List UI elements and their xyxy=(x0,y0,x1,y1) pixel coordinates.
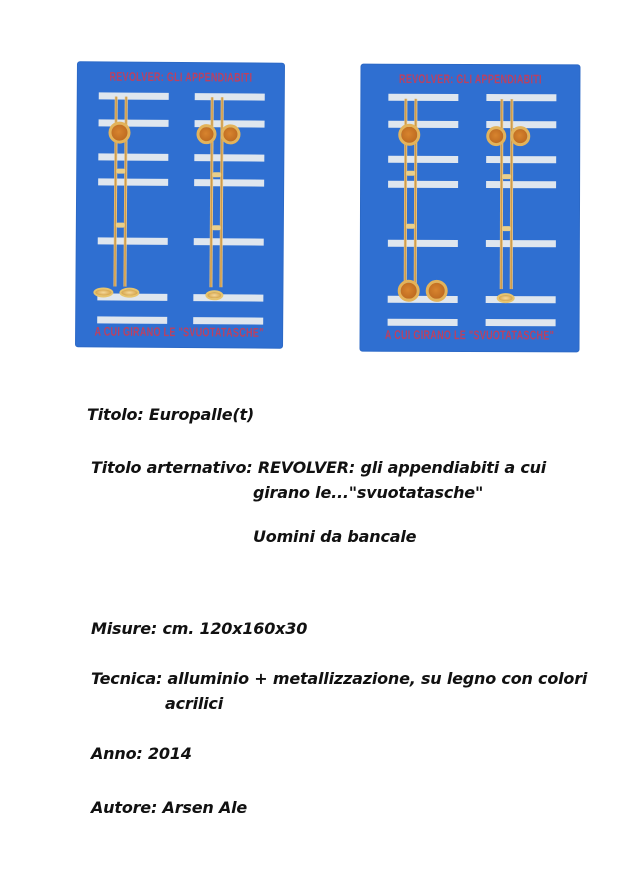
slat-gap xyxy=(388,240,458,247)
slat-gap xyxy=(193,294,263,301)
copper-cup xyxy=(398,280,420,302)
measures-row xyxy=(91,619,307,638)
alt-title-row xyxy=(91,458,546,477)
alt-title-line2: girano le..."svuotatasche" xyxy=(253,483,484,502)
slat-gap xyxy=(99,119,169,126)
measures-value: cm. 120x160x30 xyxy=(162,619,308,638)
slat-gap xyxy=(388,156,458,163)
alt-title-label: Titolo arternativo: xyxy=(91,458,253,477)
slat-gap xyxy=(486,240,556,247)
slat-gap xyxy=(194,238,264,245)
brass-ladle xyxy=(497,293,515,303)
slat-gap xyxy=(388,94,458,101)
slat-gap xyxy=(194,154,264,161)
slat-gap xyxy=(98,153,168,160)
brass-ladle xyxy=(119,288,139,298)
title-value: Europalle(t) xyxy=(148,405,255,424)
painted-top-label: REVOLVER: GLI APPENDIABITI xyxy=(399,71,542,87)
alt-title-line3: Uomini da bancale xyxy=(253,527,417,546)
slat-gap xyxy=(388,296,458,303)
brass-ladle xyxy=(93,287,113,297)
slat-gap xyxy=(486,94,556,101)
hook-clip xyxy=(502,226,511,231)
year-label: Anno: xyxy=(91,744,143,763)
slat-gap xyxy=(98,178,168,185)
technique-line1: alluminio + metallizzazione, su legno con colori xyxy=(167,669,588,688)
slat-gap xyxy=(486,319,556,326)
copper-cup xyxy=(108,121,130,143)
slat-gap xyxy=(486,181,556,188)
hook-clip xyxy=(406,224,415,229)
measures-label: Misure: xyxy=(91,619,158,638)
artwork-photo-left xyxy=(75,61,285,348)
year-row xyxy=(91,744,192,763)
copper-cup xyxy=(196,124,216,144)
title-row xyxy=(87,405,254,424)
copper-cup xyxy=(426,280,448,302)
slat-gap xyxy=(388,181,458,188)
slat-gap xyxy=(98,237,168,244)
painted-top-label: REVOLVER: GLI APPENDIABITI xyxy=(109,69,253,85)
title-label: Titolo: xyxy=(87,405,144,424)
painted-bottom-label: A CUI GIRANO LE "SVUOTATASCHE" xyxy=(384,327,555,343)
author-row xyxy=(91,798,247,817)
hook-clip xyxy=(502,174,511,179)
slat-gap xyxy=(388,319,458,326)
hook-clip xyxy=(116,223,125,228)
brass-ladle xyxy=(205,290,223,300)
slat-gap xyxy=(193,317,263,324)
hook-clip xyxy=(116,169,125,174)
slat-gap xyxy=(194,179,264,186)
slat-gap xyxy=(99,92,169,99)
technique-row xyxy=(91,669,587,688)
painted-bottom-label: A CUI GIRANO LE "SVUOTATASCHE" xyxy=(94,324,264,340)
hook-clip xyxy=(212,225,221,230)
alt-title-line1: REVOLVER: gli appendiabiti a cui xyxy=(257,458,547,477)
copper-cup xyxy=(398,124,420,146)
technique-line2: acrilici xyxy=(165,694,223,713)
slat-gap xyxy=(388,121,458,128)
copper-cup xyxy=(220,124,240,144)
technique-label: Tecnica: xyxy=(91,669,163,688)
author-label: Autore: xyxy=(91,798,158,817)
slat-gap xyxy=(486,156,556,163)
slat-gap xyxy=(195,93,265,100)
slat-gap xyxy=(97,316,167,323)
author-value: Arsen Ale xyxy=(162,798,248,817)
hook-clip xyxy=(406,171,415,176)
hook-clip xyxy=(212,172,221,177)
copper-cup xyxy=(486,126,506,146)
artwork-photo-right xyxy=(359,64,580,353)
copper-cup xyxy=(510,126,530,146)
year-value: 2014 xyxy=(147,744,192,763)
